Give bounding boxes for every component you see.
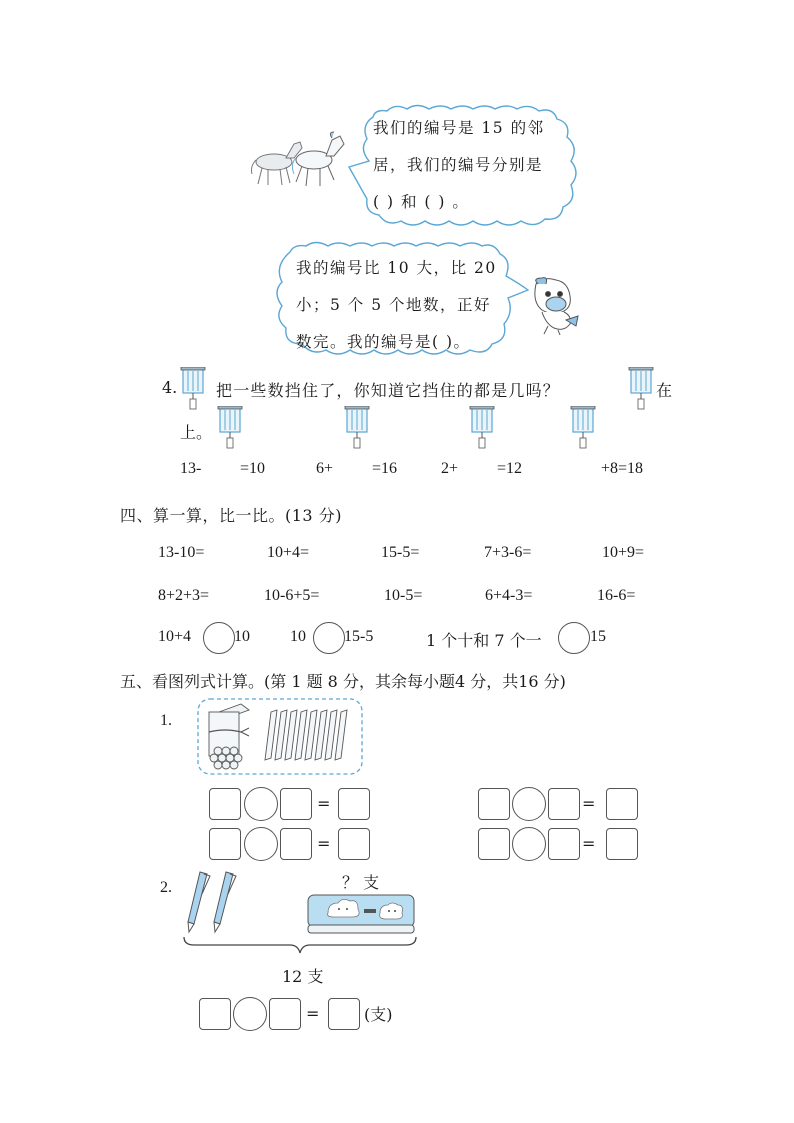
horses-illustration <box>248 128 348 190</box>
operator-circle[interactable] <box>512 787 546 821</box>
pens-illustration <box>180 868 240 936</box>
lantern-icon <box>217 406 243 456</box>
equals-sign: = <box>317 834 331 853</box>
answer-box[interactable] <box>338 788 370 820</box>
q4-text: 把一些数挡住了，你知道它挡住的都是几吗？ <box>216 381 561 400</box>
q4-eq1-right: =10 <box>240 460 266 477</box>
operator-circle[interactable] <box>244 827 278 861</box>
section4-title: 四、算一算，比一比。(13 分) <box>120 506 342 525</box>
q4-number: 4. <box>162 378 178 397</box>
answer-box[interactable] <box>548 828 580 860</box>
answer-box[interactable] <box>606 788 638 820</box>
answer-box[interactable] <box>199 998 231 1030</box>
s4-row2-item4: 6+4-3= <box>485 587 533 604</box>
compare2-circle[interactable] <box>313 622 345 654</box>
answer-box[interactable] <box>328 998 360 1030</box>
answer-box[interactable] <box>280 828 312 860</box>
answer-box[interactable] <box>548 788 580 820</box>
q4-eq2-left: 6+ <box>316 460 334 477</box>
bubble1-line1: 我们的编号是 15 的邻 <box>373 119 545 137</box>
bubble1-line2: 居，我们的编号分别是 <box>373 156 544 174</box>
s4-row1-item1: 13-10= <box>158 544 205 561</box>
answer-box[interactable] <box>209 828 241 860</box>
s4-row1-item4: 7+3-6= <box>484 544 532 561</box>
compare1-right: 10 <box>234 628 250 645</box>
q4-eq3-left: 2+ <box>441 460 459 477</box>
compare2-left: 10 <box>290 628 306 645</box>
operator-circle[interactable] <box>512 827 546 861</box>
bubble1-line3: ( ) 和 ( ) 。 <box>373 193 470 211</box>
q4-eq2-right: =16 <box>372 460 398 477</box>
bubble2-line2: 小；5 个 5 个地数，正好 <box>296 296 492 314</box>
operator-circle[interactable] <box>244 787 278 821</box>
s4-row1-item2: 10+4= <box>267 544 310 561</box>
lantern-icon <box>570 406 596 456</box>
answer-box[interactable] <box>209 788 241 820</box>
s4-row2-item5: 16-6= <box>597 587 636 604</box>
bubble2-line1: 我的编号比 10 大，比 20 <box>296 259 497 277</box>
q2-total-label: 12 支 <box>282 967 324 986</box>
pencil-case-icon <box>306 891 416 937</box>
s4-row1-item3: 15-5= <box>381 544 420 561</box>
sticks-illustration <box>197 698 363 776</box>
compare1-left: 10+4 <box>158 628 192 645</box>
answer-box[interactable] <box>478 788 510 820</box>
q4-eq3-right: =12 <box>497 460 523 477</box>
q2-unit-label: (支) <box>364 1005 393 1024</box>
q2-question-label: ？ 支 <box>342 873 380 892</box>
q4-eq1-left: 13- <box>180 460 202 477</box>
lantern-icon <box>469 406 495 456</box>
answer-box[interactable] <box>478 828 510 860</box>
compare3-circle[interactable] <box>558 622 590 654</box>
q4-eq4: +8=18 <box>601 460 644 477</box>
q4-line2: 上。 <box>180 423 213 442</box>
compare2-right: 15-5 <box>344 628 374 645</box>
compare1-circle[interactable] <box>203 622 235 654</box>
brace-illustration <box>180 935 420 957</box>
equals-sign: = <box>317 794 331 813</box>
s4-row1-item5: 10+9= <box>602 544 645 561</box>
answer-box[interactable] <box>269 998 301 1030</box>
equals-sign: = <box>582 794 596 813</box>
answer-box[interactable] <box>338 828 370 860</box>
pony-illustration <box>526 276 584 336</box>
lantern-icon <box>628 367 654 417</box>
compare3-left: 1 个十和 7 个一 <box>426 631 542 650</box>
lantern-icon <box>180 367 206 417</box>
compare3-right: 15 <box>590 628 606 645</box>
q1-label: 1. <box>160 712 172 729</box>
equals-sign: = <box>582 834 596 853</box>
s4-row2-item3: 10-5= <box>384 587 423 604</box>
equals-sign: = <box>306 1004 320 1023</box>
answer-box[interactable] <box>606 828 638 860</box>
section5-title: 五、看图列式计算。(第 1 题 8 分，其余每小题4 分，共16 分) <box>120 672 566 691</box>
q2-label: 2. <box>160 879 172 896</box>
lantern-icon <box>344 406 370 456</box>
q4-text-end: 在 <box>656 381 673 400</box>
operator-circle[interactable] <box>233 997 267 1031</box>
answer-box[interactable] <box>280 788 312 820</box>
s4-row2-item2: 10-6+5= <box>264 587 320 604</box>
bubble2-line3: 数完。我的编号是( )。 <box>296 333 471 351</box>
s4-row2-item1: 8+2+3= <box>158 587 210 604</box>
